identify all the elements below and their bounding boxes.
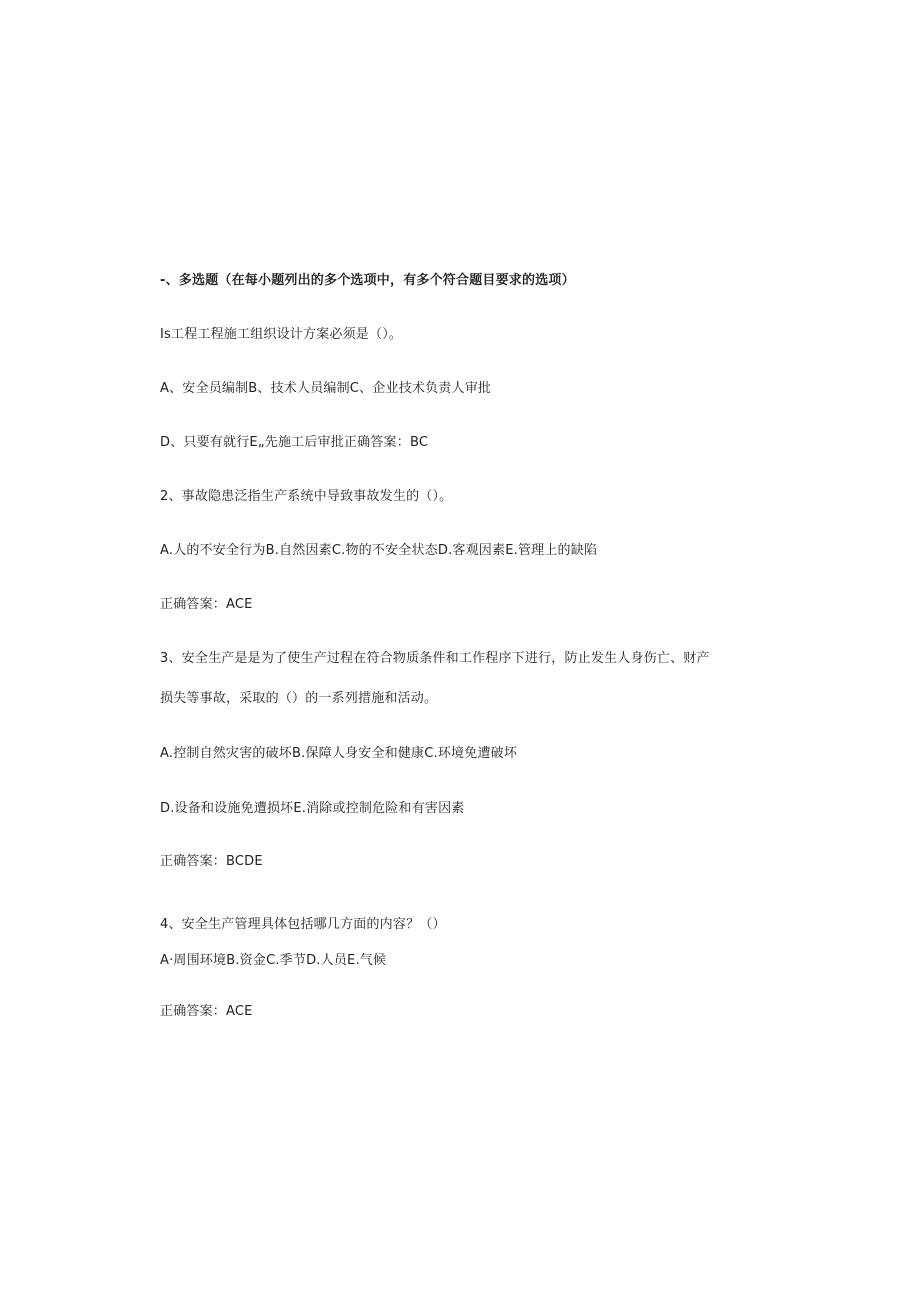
question-3-stem: 3、安全生产是是为了使生产过程在符合物质条件和工作程序下进行，防止发生人身伤亡、财产 xyxy=(160,651,710,666)
question-1-stem: Is工程工程施工组织设计方案必须是（）。 xyxy=(160,327,403,342)
question-4-options: A·周围环境B.资金C.季节D.人员E.气候 xyxy=(160,953,387,968)
question-3-options: A.控制自然灾害的破坏B.保障人身安全和健康C.环境免遭破坏 xyxy=(160,746,518,761)
question-2-answer: 正确答案：ACE xyxy=(160,597,253,612)
section-heading: -、多选题（在每小题列出的多个选项中，有多个符合题目要求的选项） xyxy=(160,273,575,288)
question-3-options-continued: D.设备和设施免遭损坏E.消除或控制危险和有害因素 xyxy=(160,801,465,816)
question-4-answer: 正确答案：ACE xyxy=(160,1004,253,1019)
question-1-options: A、安全员编制B、技术人员编制C、企业技术负责人审批 xyxy=(160,381,492,396)
question-3-answer: 正确答案：BCDE xyxy=(160,854,263,869)
question-2-stem: 2、事故隐患泛指生产系统中导致事故发生的（）。 xyxy=(160,489,453,504)
question-1-options-answer: D、只要有就行E„先施工后审批正确答案：BC xyxy=(160,435,429,450)
question-4-stem: 4、安全生产管理具体包括哪几方面的内容？（） xyxy=(160,917,446,932)
question-3-stem-continued: 损失等事故，采取的（）的一系列措施和活动。 xyxy=(160,691,438,706)
question-2-options: A.人的不安全行为B.自然因素C.物的不安全状态D.客观因素E.管理上的缺陷 xyxy=(160,543,598,558)
